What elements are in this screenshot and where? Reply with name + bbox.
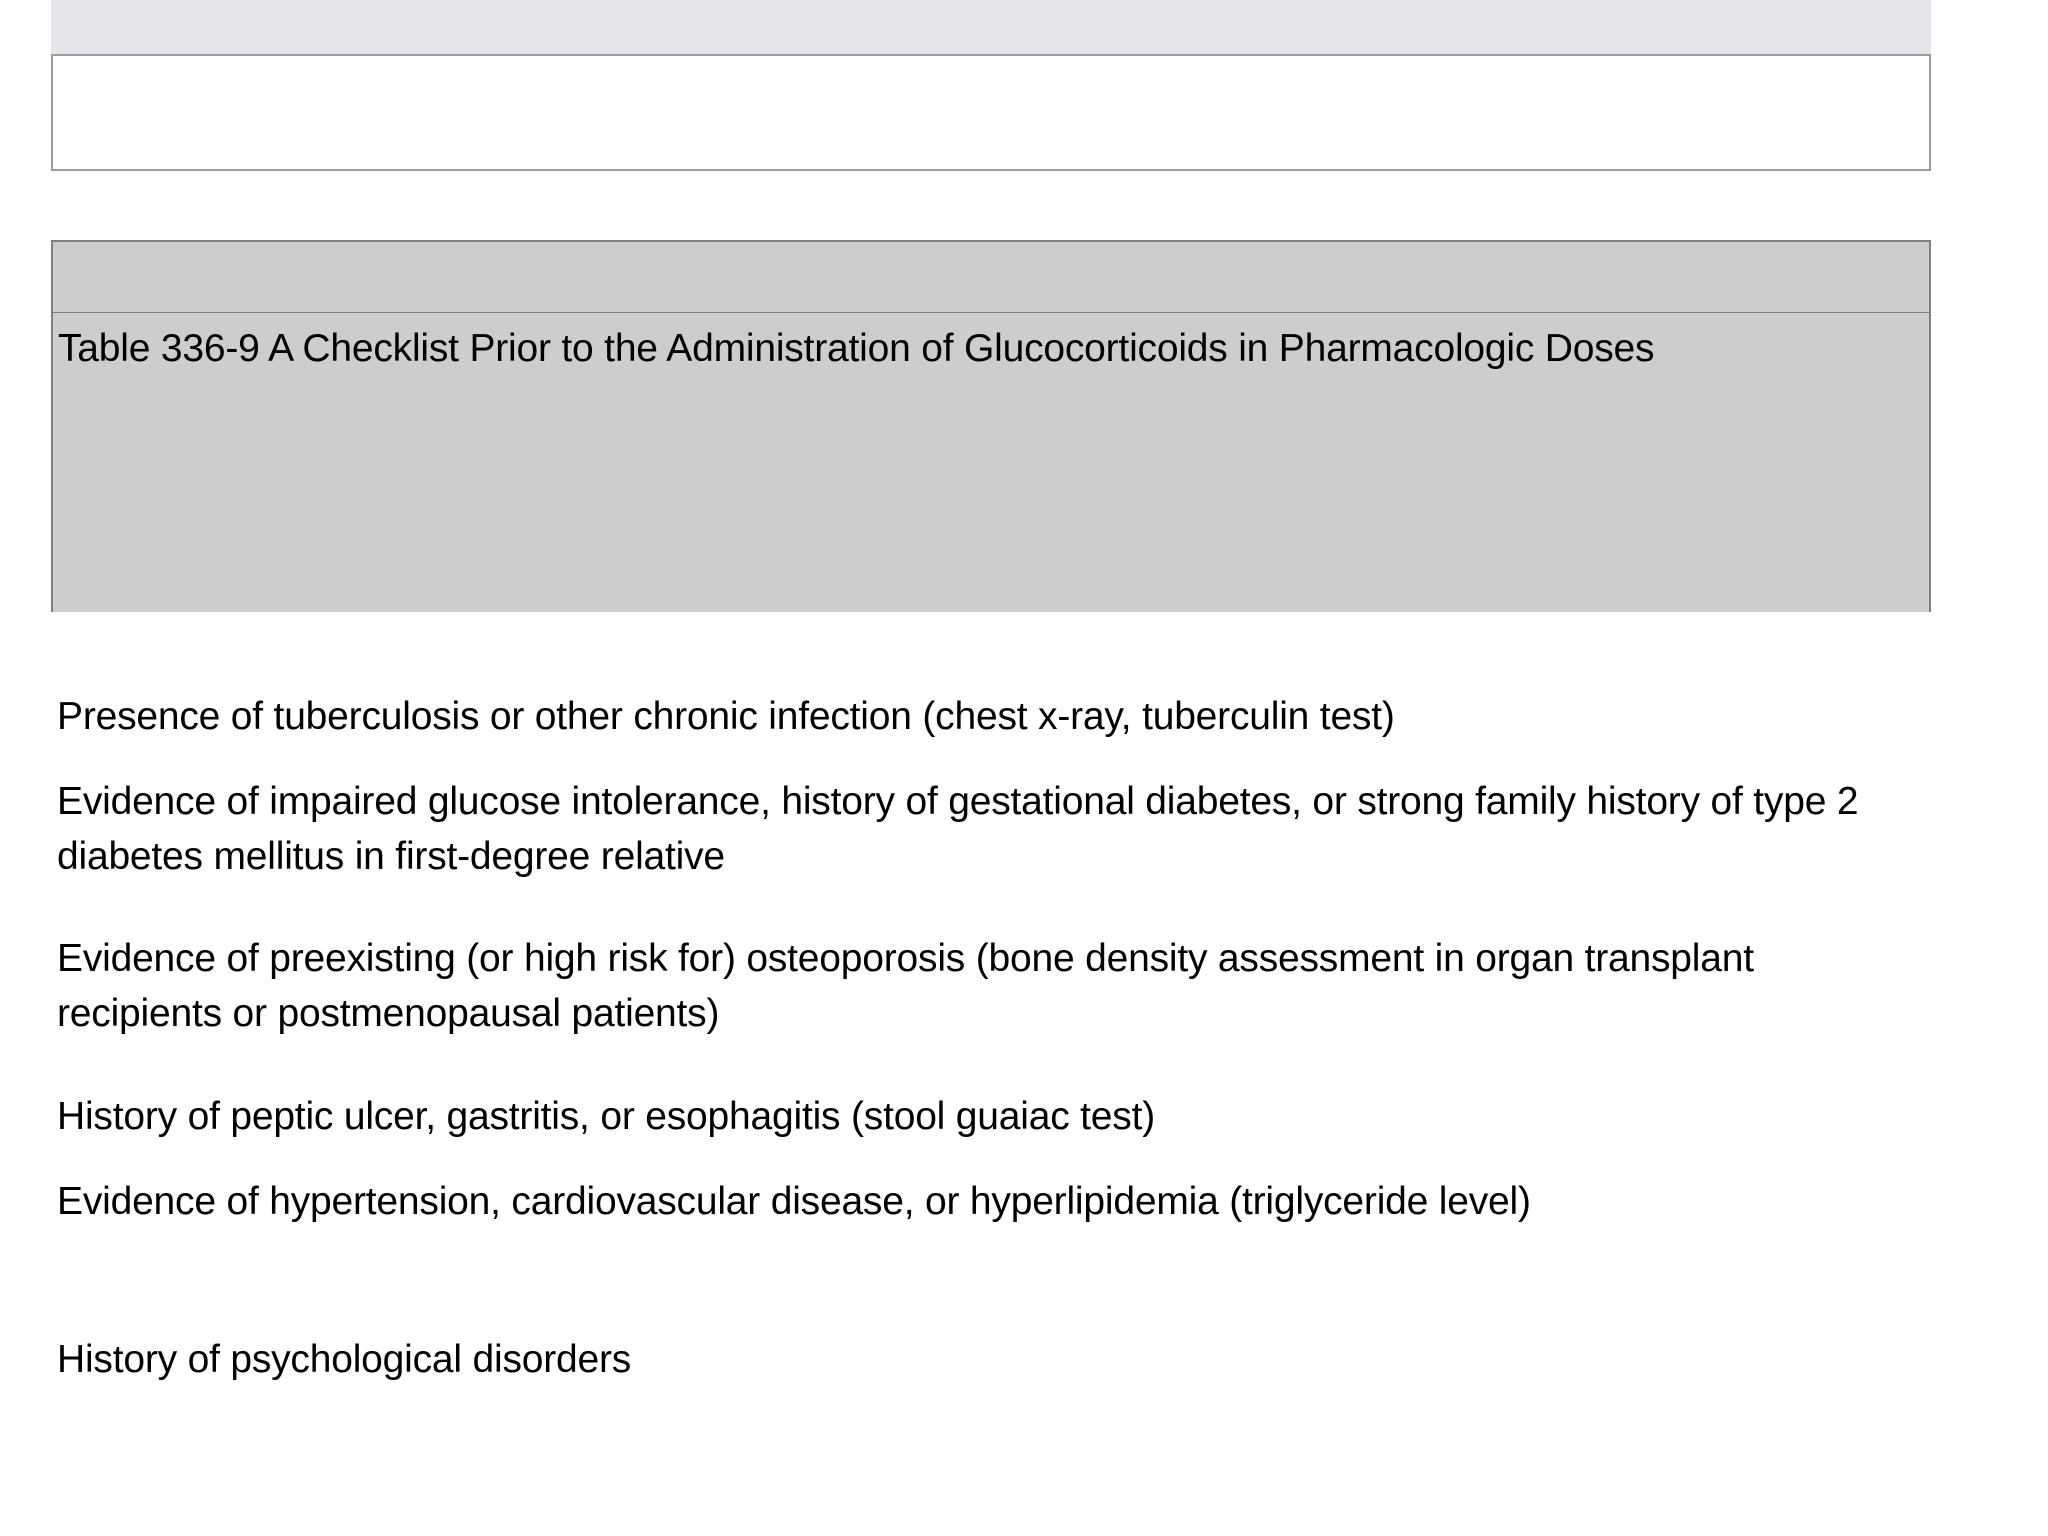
checklist-item-hypertension: Evidence of hypertension, cardiovascular disease, or hyperlipidemia (triglyceride level): [57, 1180, 1531, 1223]
checklist-item-glucose: Evidence of impaired glucose intolerance, history of gestational diabetes, or strong family history of type 2 diabetes mellitus in first-degree relative: [57, 780, 1859, 878]
checklist-item-psychological: History of psychological disorders: [57, 1338, 632, 1381]
table-title: Table 336-9 A Checklist Prior to the Administration of Glucocorticoids in Pharmacologic Doses: [58, 327, 1655, 370]
empty-header-box: [51, 54, 1931, 171]
top-gray-band: [51, 0, 1931, 54]
checklist-item-tuberculosis: Presence of tuberculosis or other chronic infection (chest x-ray, tuberculin test): [57, 695, 1395, 738]
table-header-row: [51, 240, 1931, 314]
table-title-cell: [51, 313, 1931, 612]
checklist-item-peptic-ulcer: History of peptic ulcer, gastritis, or esophagitis (stool guaiac test): [57, 1095, 1155, 1138]
checklist-item-osteoporosis: Evidence of preexisting (or high risk for) osteoporosis (bone density assessment in organ transplant recipients or postmenopausal patients): [57, 937, 1754, 1035]
